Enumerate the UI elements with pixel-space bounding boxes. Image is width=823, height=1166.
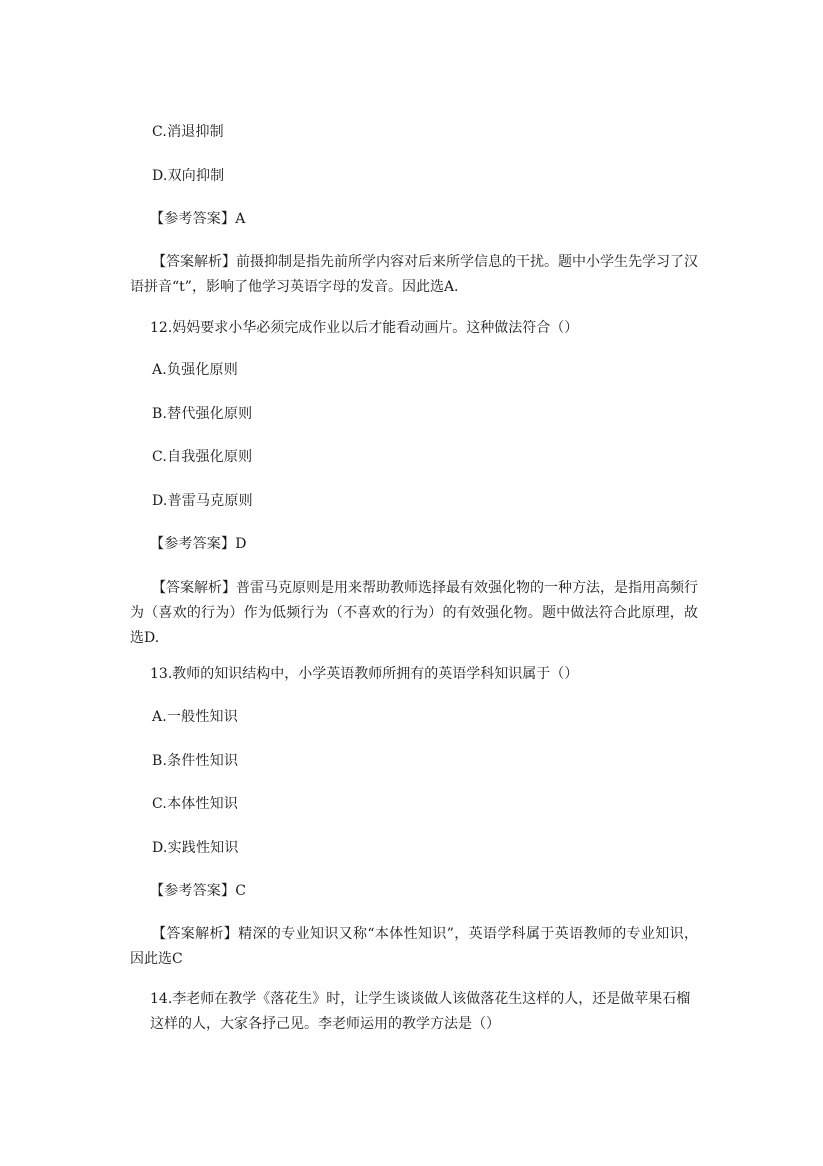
q11-option-d: D.双向抑制 (152, 168, 225, 184)
q11-answer-analysis: 【答案解析】前摄抑制是指先前所学内容对后来所学信息的干扰。题中小学生先学习了汉语拼音“t”，影响了他学习英语字母的发音。因此选A. (130, 254, 698, 295)
q13-option-b: B.条件性知识 (152, 753, 239, 769)
q12-option-c: C.自我强化原则 (152, 449, 253, 465)
q13-reference-answer: 【参考答案】C (150, 883, 247, 899)
q13-option-c: C.本体性知识 (152, 796, 239, 812)
q13-question: 13.教师的知识结构中，小学英语教师所拥有的英语学科知识属于（） (150, 666, 579, 682)
q13-option-d: D.实践性知识 (152, 840, 239, 856)
q13-option-a: A.一般性知识 (152, 709, 238, 725)
q12-question: 12.妈妈要求小华必须完成作业以后才能看动画片。这种做法符合（） (150, 320, 579, 336)
q13-answer-analysis: 【答案解析】精深的专业知识又称“本体性知识”，英语学科属于英语教师的专业知识，因此选C (130, 926, 698, 967)
q14-question: 14.李老师在教学《落花生》时，让学生谈谈做人该做落花生这样的人，还是做苹果石榴这样的人，大家各抒己见。李老师运用的教学方法是（） (150, 991, 691, 1032)
q12-option-b: B.替代强化原则 (152, 406, 253, 422)
q11-reference-answer: 【参考答案】A (150, 211, 246, 227)
q12-answer-analysis: 【答案解析】普雷马克原则是用来帮助教师选择最有效强化物的一种方法，是指用高频行为（喜欢的行为）作为低频行为（不喜欢的行为）的有效强化物。题中做法符合此原理，故选D. (130, 580, 698, 646)
q11-option-c: C.消退抑制 (152, 124, 224, 140)
q12-option-a: A.负强化原则 (152, 362, 238, 378)
q12-reference-answer: 【参考答案】D (150, 536, 247, 552)
q12-option-d: D.普雷马克原则 (152, 493, 253, 509)
